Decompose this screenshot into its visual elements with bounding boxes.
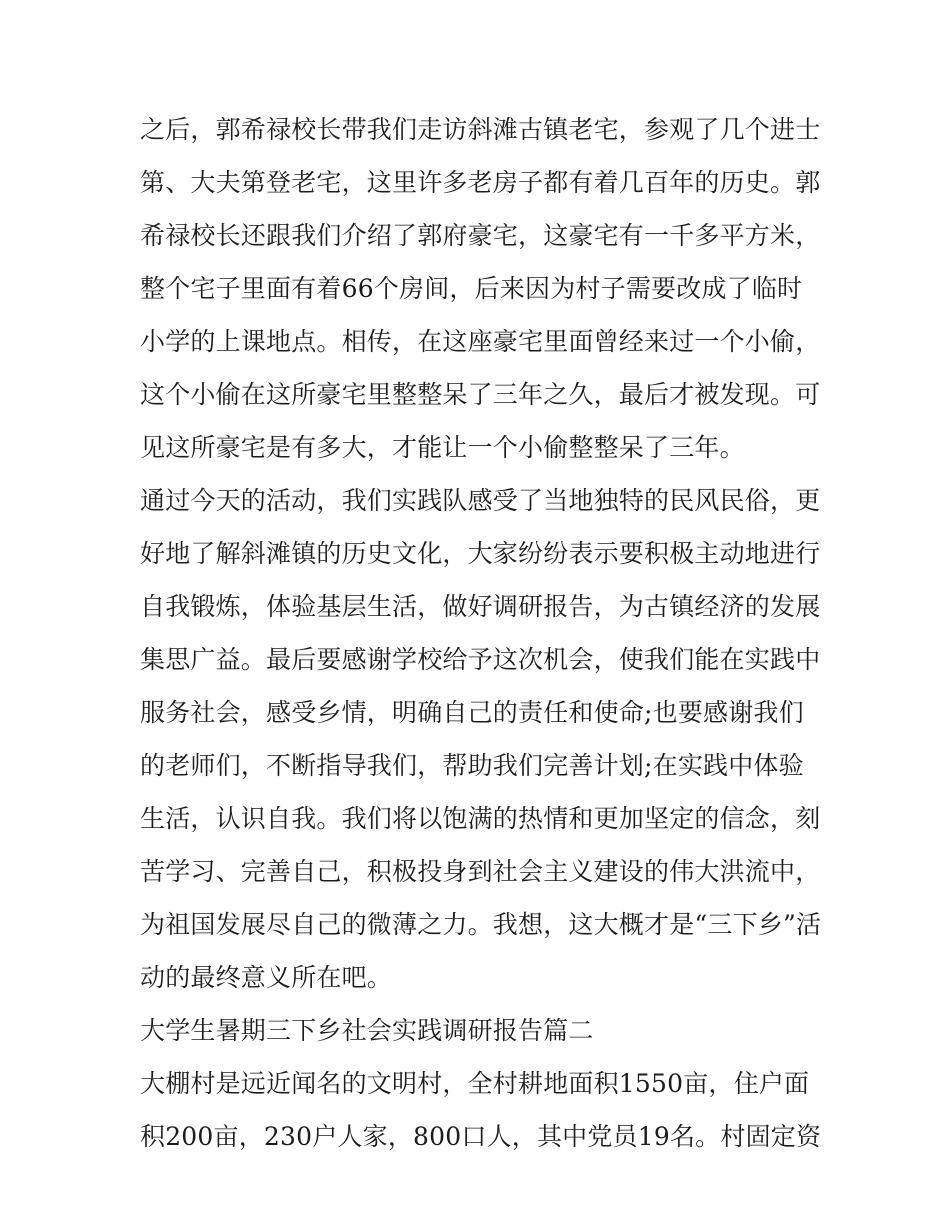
- paragraph-line: 动的最终意义所在吧。: [140, 963, 393, 992]
- paragraph-line: 第、大夫第登老宅，这里许多老房子都有着几百年的历史。郭: [140, 168, 821, 197]
- paragraph-line: 整个宅子里面有着66个房间，后来因为村子需要改成了临时: [140, 274, 803, 303]
- paragraph-line: 好地了解斜滩镇的历史文化，大家纷纷表示要积极主动地进行: [140, 539, 821, 568]
- paragraph-line: 集思广益。最后要感谢学校给予这次机会，使我们能在实践中: [140, 645, 821, 674]
- paragraph-line: 苦学习、完善自己，积极投身到社会主义建设的伟大洪流中，: [140, 857, 821, 886]
- paragraph-line: 见这所豪宅是有多大，才能让一个小偷整整呆了三年。: [140, 433, 745, 462]
- paragraph-line: 小学的上课地点。相传，在这座豪宅里面曾经来过一个小偷，: [140, 327, 821, 356]
- paragraph-line: 为祖国发展尽自己的微薄之力。我想，这大概才是“三下乡”活: [140, 910, 822, 939]
- paragraph-line: 通过今天的活动，我们实践队感受了当地独特的民风民俗，更: [140, 486, 821, 515]
- paragraph-line: 这个小偷在这所豪宅里整整呆了三年之久，最后才被发现。可: [140, 380, 821, 409]
- paragraph-line: 的老师们，不断指导我们，帮助我们完善计划;在实践中体验: [140, 751, 804, 780]
- paragraph-line: 服务社会，感受乡情，明确自己的责任和使命;也要感谢我们: [140, 698, 804, 727]
- paragraph-line: 自我锻炼，体验基层生活，做好调研报告，为古镇经济的发展: [140, 592, 821, 621]
- paragraph-line: 积200亩，230户人家，800口人，其中党员19名。村固定资: [140, 1122, 822, 1151]
- section-heading: 大学生暑期三下乡社会实践调研报告篇二: [140, 1016, 594, 1045]
- paragraph-line: 希禄校长还跟我们介绍了郭府豪宅，这豪宅有一千多平方米，: [140, 221, 821, 250]
- paragraph-line: 生活，认识自我。我们将以饱满的热情和更加坚定的信念，刻: [140, 804, 821, 833]
- paragraph-line: 大棚村是远近闻名的文明村，全村耕地面积1550亩，住户面: [140, 1069, 810, 1098]
- paragraph-line: 之后，郭希禄校长带我们走访斜滩古镇老宅，参观了几个进士: [140, 115, 821, 144]
